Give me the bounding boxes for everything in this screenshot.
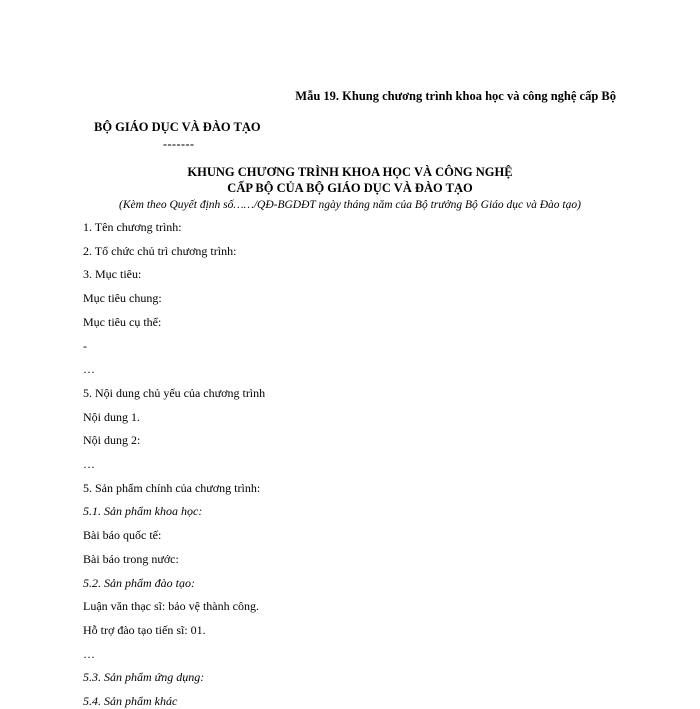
body-line: Mục tiêu cụ thể: xyxy=(83,314,162,329)
body-line: - xyxy=(83,338,87,353)
body-line: … xyxy=(83,646,95,661)
document-title-line2: CẤP BỘ CỦA BỘ GIÁO DỤC VÀ ĐÀO TẠO xyxy=(227,181,473,195)
form-label: Mẫu 19. Khung chương trình khoa học và công nghệ cấp Bộ xyxy=(295,89,616,103)
ministry-name: BỘ GIÁO DỤC VÀ ĐÀO TẠO xyxy=(94,120,261,134)
document-subtitle: (Kèm theo Quyết định số……/QĐ-BGDĐT ngày tháng năm của Bộ trưởng Bộ Giáo dục và Đào tạo) xyxy=(119,199,581,211)
body-line: … xyxy=(83,362,95,377)
body-line: 5.4. Sản phẩm khác xyxy=(83,694,178,708)
body-line: Hỗ trợ đào tạo tiến sĩ: 01. xyxy=(83,622,206,637)
body-line: Bài báo quốc tế: xyxy=(83,528,162,543)
body-line: Luận văn thạc sĩ: bảo vệ thành công. xyxy=(83,599,259,614)
document-title-line1: KHUNG CHƯƠNG TRÌNH KHOA HỌC VÀ CÔNG NGHỆ xyxy=(187,165,513,179)
body-line: … xyxy=(83,457,95,471)
body-line: 5. Nội dung chủ yếu của chương trình xyxy=(83,385,266,400)
body-line: Bài báo trong nước: xyxy=(83,551,179,566)
separator: ------- xyxy=(163,137,195,151)
body-line: 1. Tên chương trình: xyxy=(83,220,182,234)
body-line: 2. Tổ chức chủ trì chương trình: xyxy=(83,243,237,258)
body-line: Nội dung 1. xyxy=(83,409,140,424)
body-line: 3. Mục tiêu: xyxy=(83,267,142,282)
body-line: Mục tiêu chung: xyxy=(83,291,162,306)
body-line: 5.3. Sản phẩm ứng dụng: xyxy=(83,670,205,685)
body-line: Nội dung 2: xyxy=(83,433,141,448)
body-line: 5. Sản phẩm chính của chương trình: xyxy=(83,480,261,495)
body-line: 5.2. Sản phẩm đào tạo: xyxy=(83,575,195,590)
body-line: 5.1. Sản phẩm khoa học: xyxy=(83,504,203,519)
